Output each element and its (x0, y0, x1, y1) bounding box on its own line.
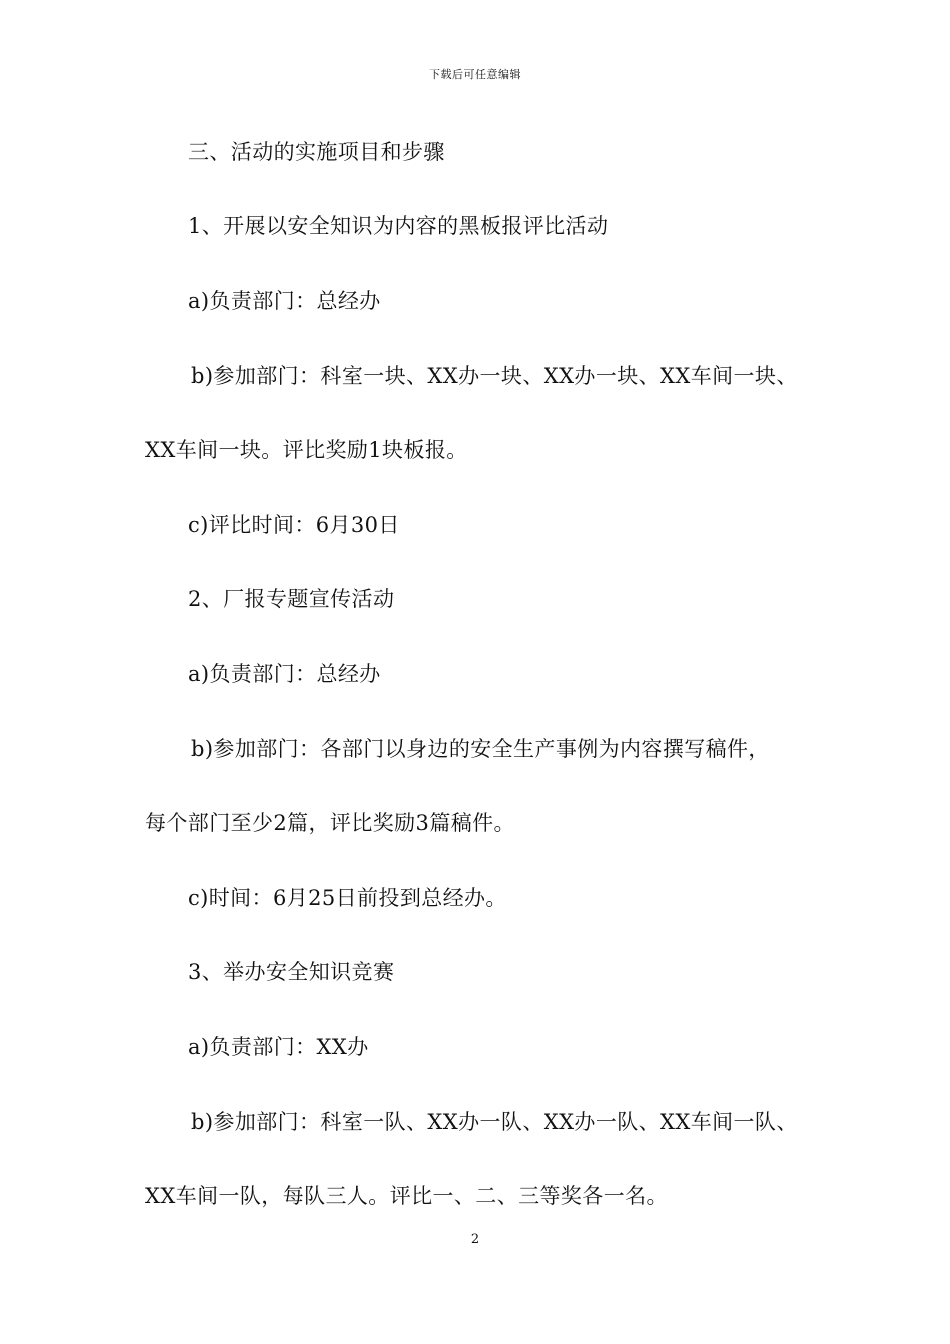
paragraph-line: a)负责部门：XX办 (188, 1035, 369, 1059)
paragraph-line: b)参加部门：科室一块、XX办一块、XX办一块、XX车间一块、 (191, 364, 798, 388)
item-heading: 1、开展以安全知识为内容的黑板报评比活动 (188, 214, 609, 238)
paragraph-line: c)评比时间：6月30日 (188, 513, 400, 537)
page-header: 下载后可任意编辑 (429, 68, 521, 81)
paragraph-line: XX车间一队，每队三人。评比一、二、三等奖各一名。 (145, 1184, 668, 1208)
paragraph-line: 每个部门至少2篇，评比奖励3篇稿件。 (145, 811, 515, 835)
section-heading: 三、活动的实施项目和步骤 (188, 140, 445, 164)
item-heading: 2、厂报专题宣传活动 (188, 587, 395, 611)
paragraph-line: a)负责部门：总经办 (188, 289, 381, 313)
paragraph-line: a)负责部门：总经办 (188, 662, 381, 686)
paragraph-line: XX车间一块。评比奖励1块板报。 (145, 438, 468, 462)
paragraph-line: c)时间：6月25日前投到总经办。 (188, 886, 507, 910)
item-heading: 3、举办安全知识竞赛 (188, 960, 395, 984)
paragraph-line: b)参加部门：各部门以身边的安全生产事例为内容撰写稿件， (191, 737, 770, 761)
page-number: 2 (470, 1232, 480, 1247)
paragraph-line: b)参加部门：科室一队、XX办一队、XX办一队、XX车间一队、 (191, 1110, 798, 1134)
